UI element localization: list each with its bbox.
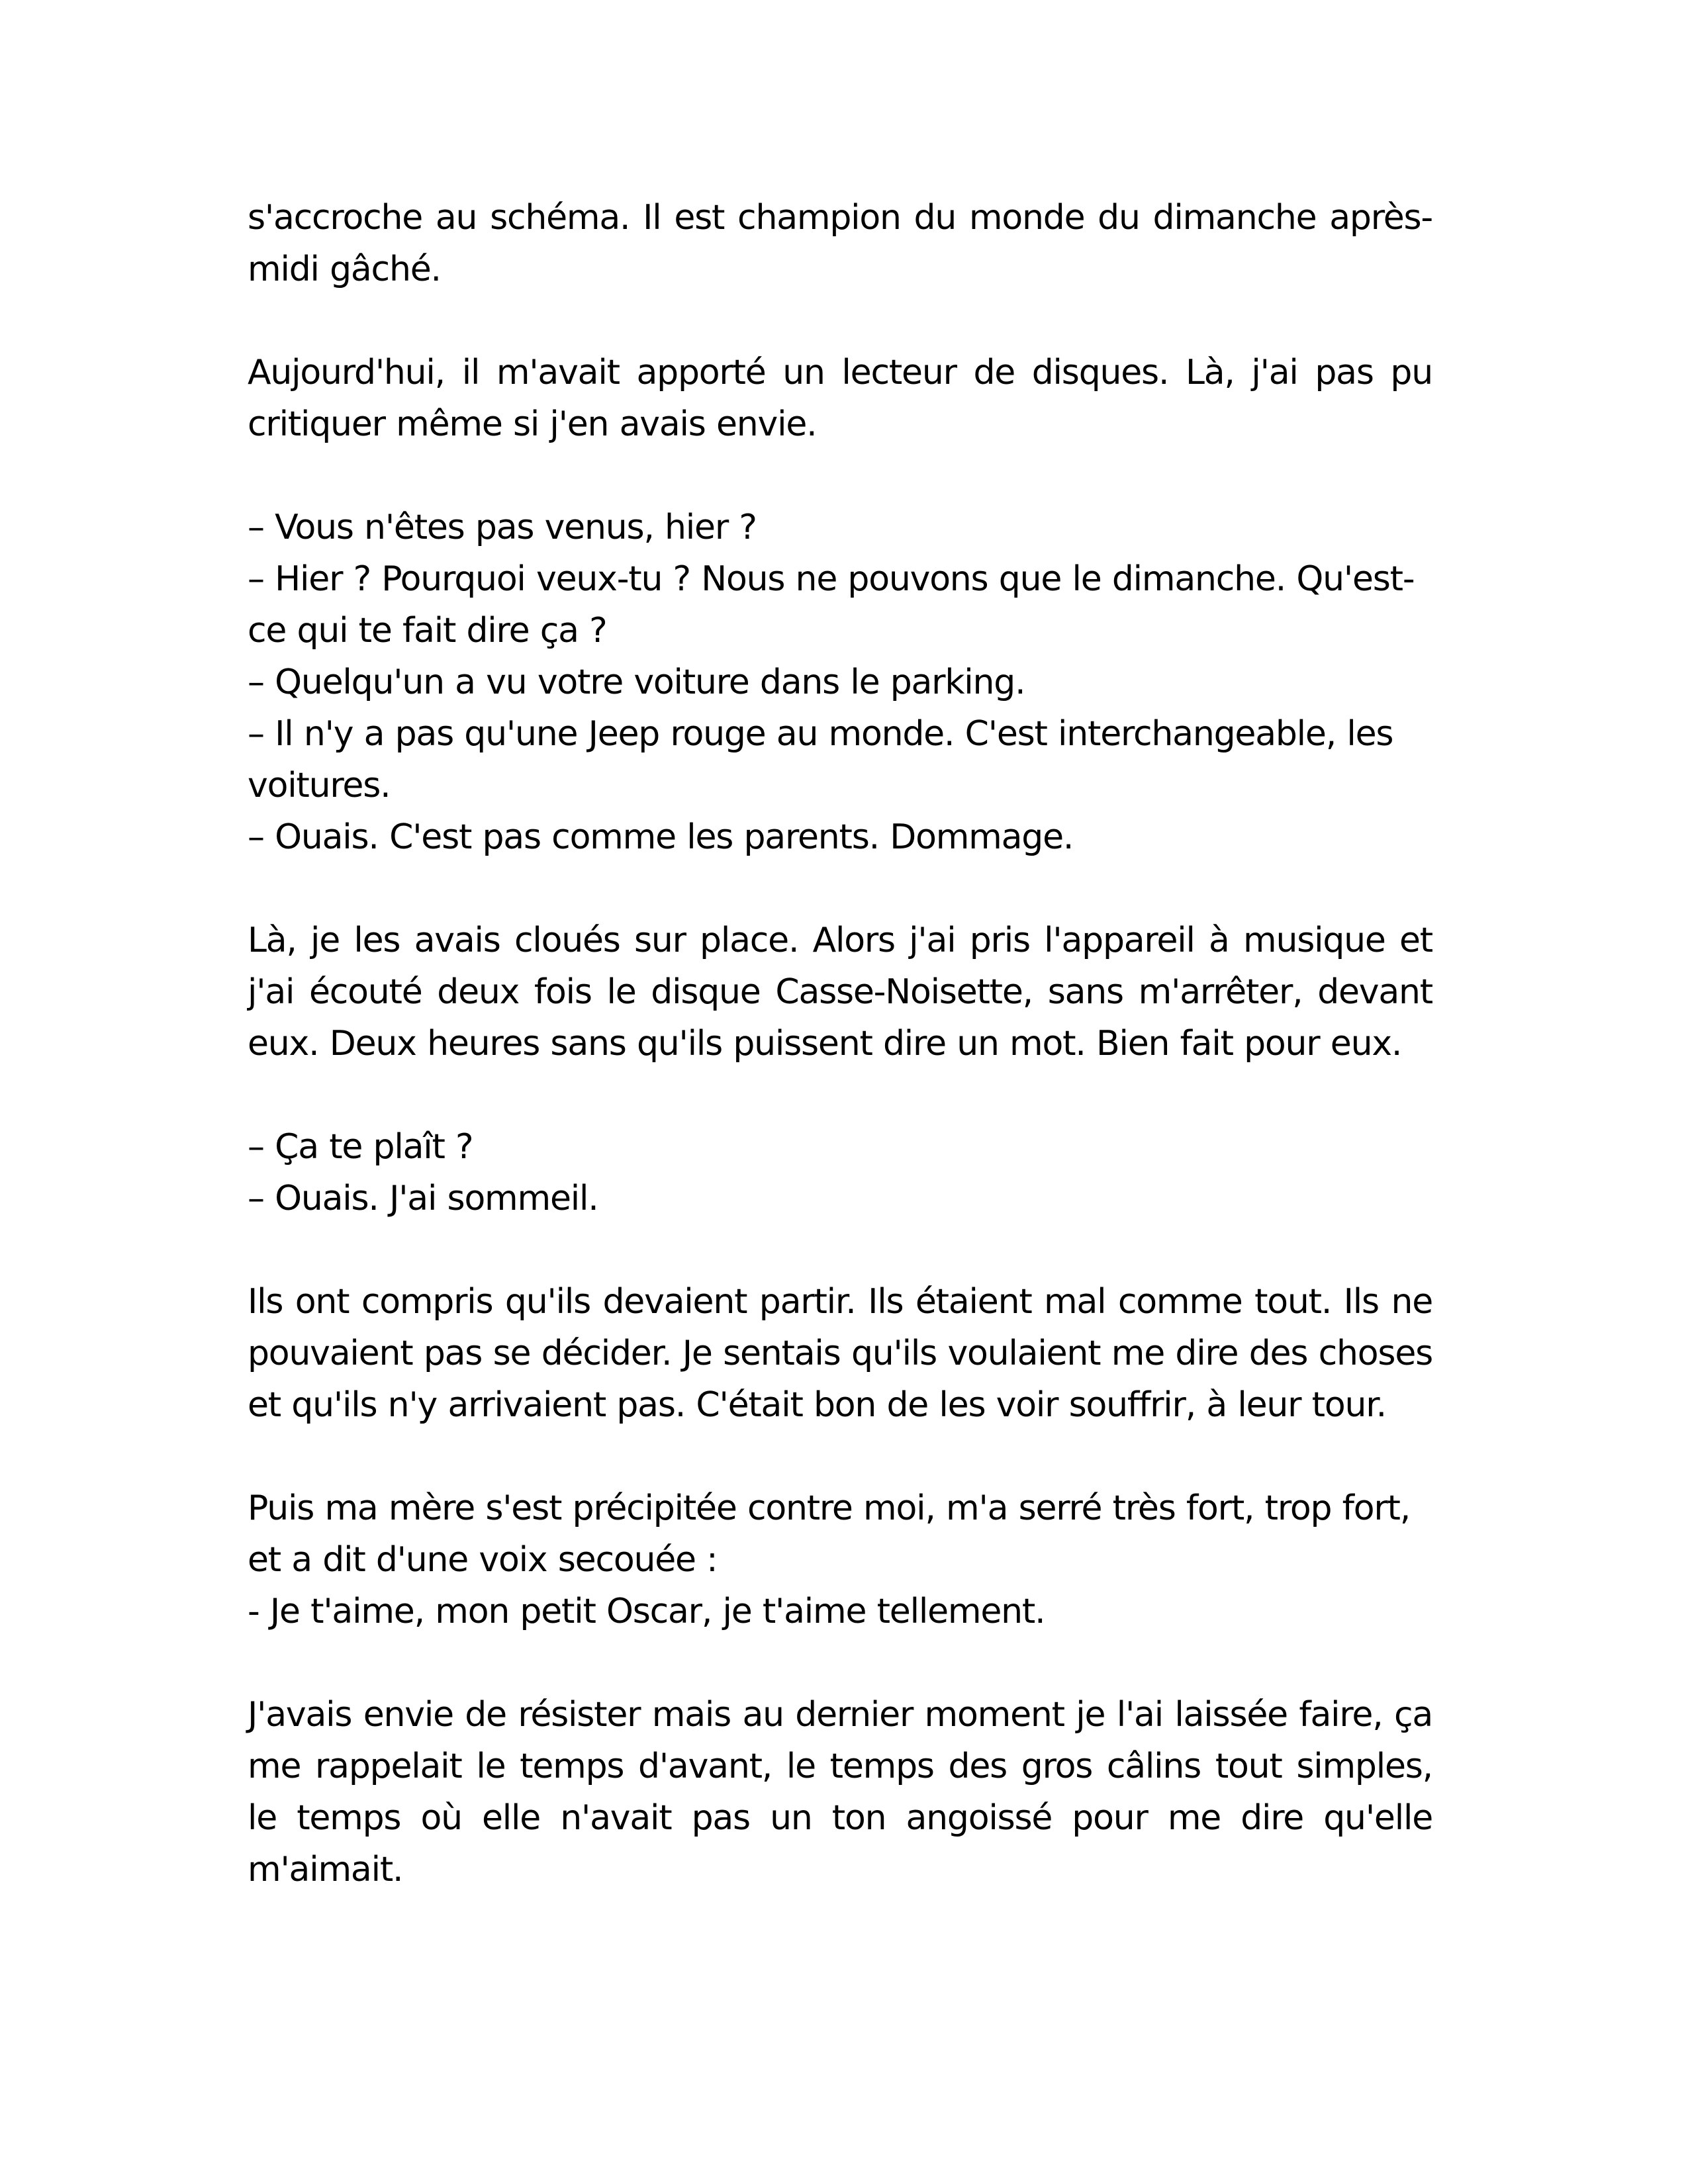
dialogue-block-1	[248, 502, 1432, 863]
paragraph-4: Ils ont compris qu'ils devaient partir. Ils étaient mal comme tout. Ils ne pouvaient pas se décider. Je sentais qu'ils voulaient me dire des choses et qu'ils n'y arrivaient pas. C'était bon de les voir souffrir, à leur tour.	[248, 1282, 1432, 1425]
paragraph-2: Aujourd'hui, il m'avait apporté un lecteur de disques. Là, j'ai pas pu critiquer même si j'en avais envie.	[248, 353, 1432, 444]
paragraph-5	[248, 1482, 1432, 1637]
paragraph-3: Là, je les avais cloués sur place. Alors j'ai pris l'appareil à musique et j'ai écouté deux fois le disque Casse-Noisette, sans m'arrêter, devant eux. Deux heures sans qu'ils puissent dire un mot. Bien fait pour eux.	[248, 921, 1432, 1064]
body-text	[248, 192, 1432, 1947]
dialogue-block-2	[248, 1121, 1432, 1224]
dialogue-line: – Hier ? Pourquoi veux-tu ? Nous ne pouvons que le dimanche. Qu'est-ce qui te fait dire ça ?	[248, 559, 1415, 651]
dialogue-line: – Ouais. J'ai sommeil.	[248, 1179, 598, 1218]
paragraph-6: J'avais envie de résister mais au dernier moment je l'ai laissée faire, ça me rappelait le temps d'avant, le temps des gros câlins tout simples, le temps où elle n'avait pas un ton angoissé pour me dire qu'elle m'aimait.	[248, 1695, 1432, 1889]
dialogue-line: – Ça te plaît ?	[248, 1127, 473, 1167]
paragraph-5-quote: - Je t'aime, mon petit Oscar, je t'aime tellement.	[248, 1592, 1045, 1631]
dialogue-line: – Quelqu'un a vu votre voiture dans le parking.	[248, 662, 1025, 702]
dialogue-line: – Il n'y a pas qu'une Jeep rouge au monde. C'est interchangeable, les voitures.	[248, 714, 1393, 805]
dialogue-line: – Ouais. C'est pas comme les parents. Dommage.	[248, 817, 1074, 857]
dialogue-line: – Vous n'êtes pas venus, hier ?	[248, 508, 757, 547]
paragraph-5-text: Puis ma mère s'est précipitée contre moi, m'a serré très fort, trop fort, et a dit d'une voix secouée :	[248, 1488, 1411, 1580]
paragraph-1: s'accroche au schéma. Il est champion du monde du dimanche après-midi gâché.	[248, 198, 1432, 289]
